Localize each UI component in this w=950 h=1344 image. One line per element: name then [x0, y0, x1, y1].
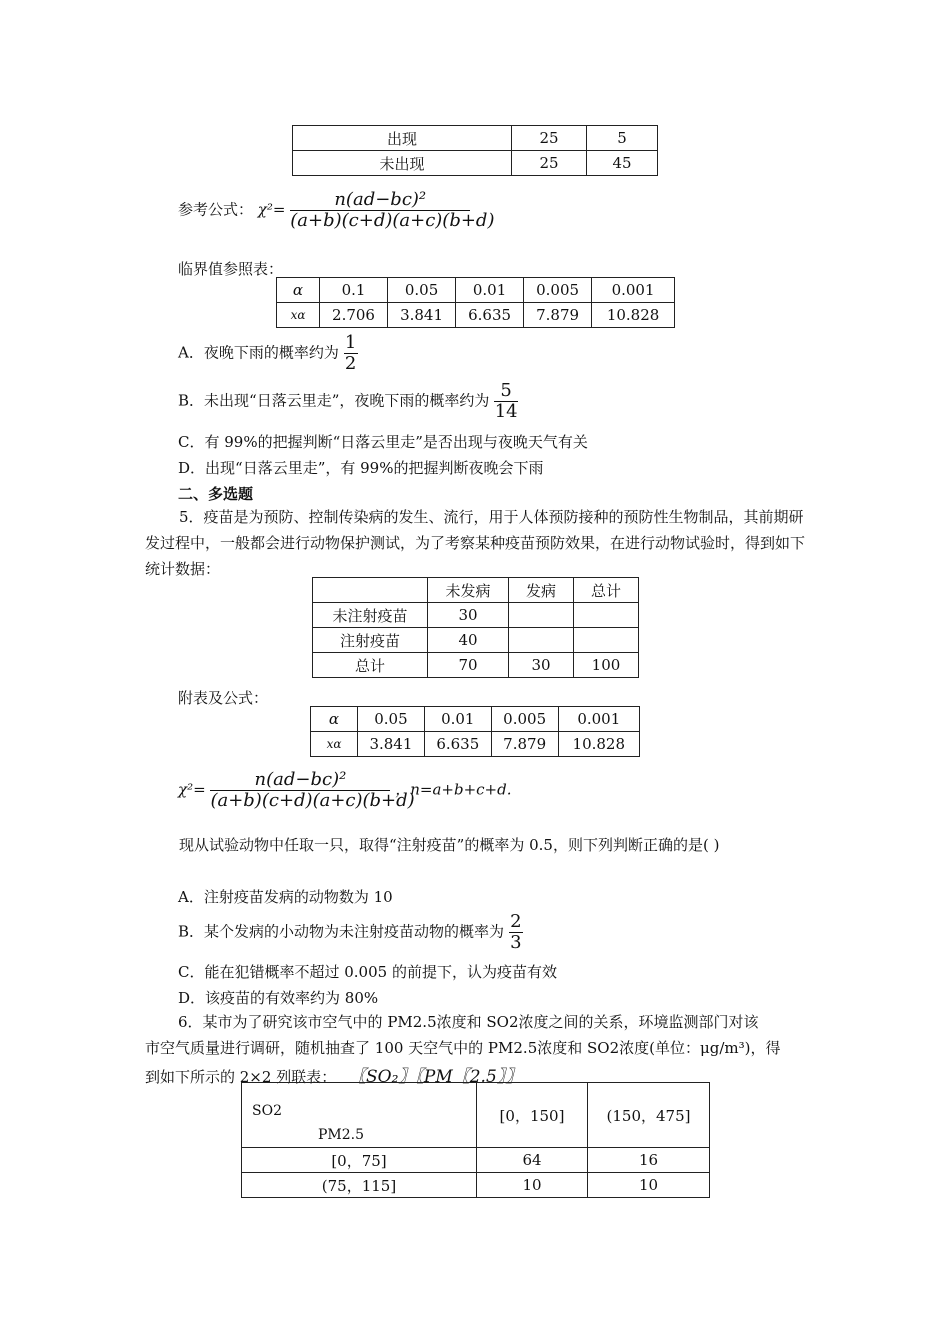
- table-row: SO2 PM2.5 [0，150] (150，475]: [242, 1083, 710, 1148]
- option-b: B．未出现“日落云里走”，夜晚下雨的概率约为 $\frac{5}{14}$: [178, 380, 518, 422]
- observation-table: [292, 125, 658, 176]
- table-row: 注射疫苗 40: [313, 628, 639, 653]
- critical-table-label: 临界值参照表：: [178, 260, 284, 278]
- table-row: (75，115] 10 10: [242, 1173, 710, 1198]
- vaccine-table: [312, 577, 639, 678]
- chi-square-formula: 参考公式： χ²= $\frac{\text{n(ad−bc)²}}{(a+b)(c+d)(a+c)(b+d)}$: [178, 189, 495, 231]
- critical-value-table-2: [310, 706, 640, 757]
- table-row: 未注射疫苗 30: [313, 603, 639, 628]
- option-a: A．夜晚下雨的概率约为 $\frac{1}{2}$: [178, 332, 357, 374]
- question-5-prompt: 现从试验动物中任取一只，取得“注射疫苗”的概率为 0.5，则下列判断正确的是( ): [179, 836, 720, 854]
- question-6-line-3: 到如下所示的 2×2 列联表： 〖SO₂〗〖PM〖2.5〗〗: [145, 1067, 523, 1087]
- contingency-table: [241, 1082, 710, 1198]
- corner-cell: SO2 PM2.5: [242, 1083, 477, 1148]
- table-row: α 0.1 0.05 0.01 0.005 0.001: [277, 278, 675, 303]
- question-5-stem: 5．疫苗是为预防、控制传染病的发生、流行，用于人体预防接种的预防性生物制品，其前期研发过程中，一般都会进行动物保护测试，为了考察某种疫苗预防效果，在进行动物试验时，得到如下统计数据：: [145, 508, 806, 578]
- section-title: 二、多选题: [178, 485, 254, 503]
- critical-value-table: [276, 277, 675, 328]
- table-row: 总计 70 30 100: [313, 653, 639, 678]
- appendix-label: 附表及公式：: [178, 689, 269, 707]
- table-row: xα 2.706 3.841 6.635 7.879 10.828: [277, 303, 675, 328]
- q5-option-d: D．该疫苗的有效率约为 80%: [178, 989, 379, 1007]
- option-d: D．出现“日落云里走”，有 99%的把握判断夜晚会下雨: [178, 459, 544, 477]
- q5-option-b: B．某个发病的小动物为未注射疫苗动物的概率为 $\frac{2}{3}$: [178, 911, 522, 953]
- table-row: 出现 25 5: [293, 126, 658, 151]
- table-row: 未出现 25 45: [293, 151, 658, 176]
- q5-option-c: C．能在犯错概率不超过 0.005 的前提下，认为疫苗有效: [178, 963, 557, 981]
- table-row: 未发病 发病 总计: [313, 578, 639, 603]
- table-row: [0，75] 64 16: [242, 1148, 710, 1173]
- table-row: α 0.05 0.01 0.005 0.001: [311, 707, 640, 732]
- option-c: C．有 99%的把握判断“日落云里走”是否出现与夜晚天气有关: [178, 433, 588, 451]
- table-row: xα 3.841 6.635 7.879 10.828: [311, 732, 640, 757]
- q5-option-a: A．注射疫苗发病的动物数为 10: [178, 888, 393, 906]
- question-6-line-2: 市空气质量进行调研，随机抽查了 100 天空气中的 PM2.5浓度和 SO2浓度(单位：μg/m³)，得: [145, 1039, 781, 1057]
- chi-square-formula-2: χ²= $\frac{\text{n(ad−bc)²}}{(a+b)(c+d)(a+c)(b+d)}$ ，n=a+b+c+d.: [178, 769, 512, 811]
- question-6-line-1: 6．某市为了研究该市空气中的 PM2.5浓度和 SO2浓度之间的关系，环境监测部门对该: [178, 1013, 759, 1031]
